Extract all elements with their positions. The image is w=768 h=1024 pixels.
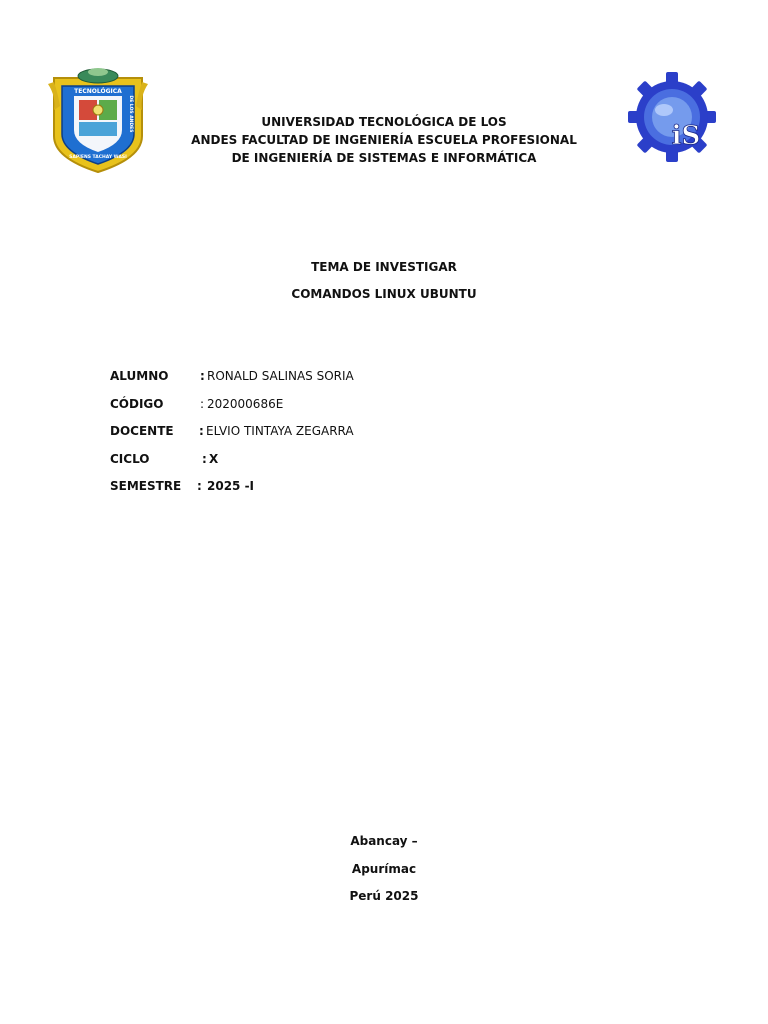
crest-text-right: DE LOS ANDES	[128, 95, 133, 133]
university-crest-icon	[46, 66, 150, 176]
gear-letters: iS	[671, 121, 701, 151]
info-value: 2025 -I	[207, 479, 255, 494]
crest-text-top: TECNOLÓGICA	[74, 88, 122, 95]
header-line-2: ANDES FACULTAD DE INGENIERÍA ESCUELA PROFESIONAL	[191, 133, 577, 147]
header-line-3: DE INGENIERÍA DE SISTEMAS E INFORMÁTICA	[231, 151, 537, 165]
info-separator: :	[199, 424, 204, 439]
info-separator: :	[200, 369, 205, 383]
info-separator: :	[197, 479, 202, 494]
footer-city: Abancay –	[350, 834, 418, 848]
info-separator: :	[202, 451, 207, 466]
info-row-semestre	[110, 478, 610, 506]
university-header	[150, 113, 618, 167]
topic-title: COMANDOS LINUX UBUNTU	[291, 287, 477, 301]
systems-gear-logo-icon	[626, 70, 718, 164]
footer-region: Apurímac	[351, 862, 417, 876]
info-label: ALUMNO	[110, 369, 169, 383]
info-label: DOCENTE	[110, 424, 174, 439]
crest-text-bottom: SAPIENS TACHAY WASI	[69, 155, 127, 160]
header-line-1: UNIVERSIDAD TECNOLÓGICA DE LOS	[261, 115, 507, 129]
student-info	[110, 368, 610, 506]
footer-country-year: Perú 2025	[349, 889, 419, 903]
info-row-docente	[110, 423, 610, 451]
info-value: 202000686E	[207, 396, 284, 411]
info-label: CÓDIGO	[110, 396, 164, 411]
info-row-alumno	[110, 368, 610, 396]
info-label: SEMESTRE	[110, 479, 182, 494]
info-label: CICLO	[110, 451, 150, 466]
info-row-codigo	[110, 396, 610, 424]
info-value: ELVIO TINTAYA ZEGARRA	[206, 424, 354, 439]
info-row-ciclo	[110, 451, 610, 479]
info-separator: :	[200, 396, 205, 411]
info-value: X	[209, 451, 219, 466]
topic-heading: TEMA DE INVESTIGAR	[311, 260, 457, 274]
info-value: RONALD SALINAS SORIA	[207, 369, 354, 383]
